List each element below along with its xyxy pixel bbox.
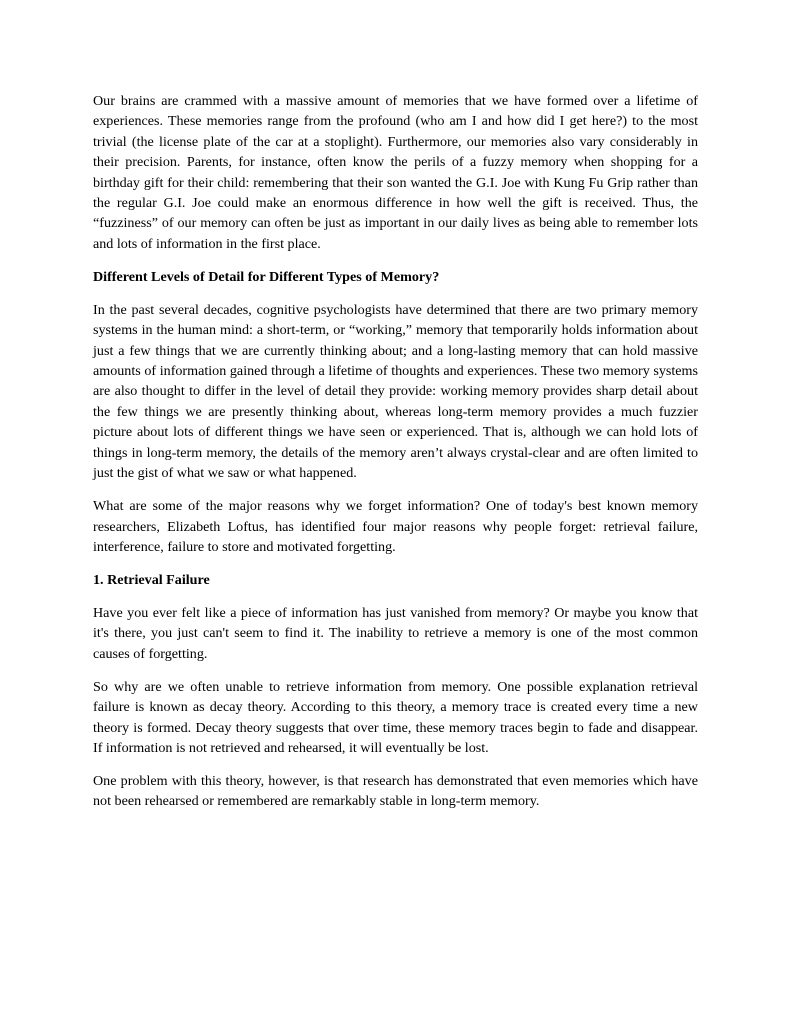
- section-heading-memory-detail: Different Levels of Detail for Different Types of Memory?: [93, 268, 440, 285]
- memory-systems-paragraph: In the past several decades, cognitive psychologists have determined that there are two primary memory systems in the human mind: a short-term, or “working,” memory that temporarily holds information about just a few things that we are currently thinking about; and a long-lasting memory that can hold massive amounts of information gained through a lifetime of thoughts and experiences. These two memory systems are also thought to differ in the level of detail they provide: working memory provides sharp detail about the few things we are presently thinking about, whereas long-term memory provides a much fuzzier picture about lots of different things we have seen or experienced. That is, although we can hold lots of things in long-term memory, the details of the memory aren’t always crystal-clear and are often limited to just the gist of what we saw or what happened.: [93, 301, 698, 482]
- section-heading-retrieval-failure: 1. Retrieval Failure: [93, 571, 210, 588]
- intro-paragraph: Our brains are crammed with a massive amount of memories that we have formed over a lifetime of experiences. These memories range from the profound (who am I and how did I get here?) to the most trivial (the license plate of the car at a stoplight). Furthermore, our memories also vary considerably in their precision. Parents, for instance, often know the perils of a fuzzy memory when shopping for a birthday gift for their child: remembering that their son wanted the G.I. Joe with Kung Fu Grip rather than the regular G.I. Joe could make an enormous difference in how well the gift is received. Thus, the “fuzziness” of our memory can often be just as important in our daily lives as being able to remember lots and lots of information in the first place.: [93, 93, 698, 252]
- forgetting-reasons-paragraph: What are some of the major reasons why we forget information? One of today's best known memory researchers, Elizabeth Loftus, has identified four major reasons why people forget: retrieval failure, interference, failure to store and motivated forgetting.: [93, 498, 698, 555]
- retrieval-failure-paragraph: Have you ever felt like a piece of information has just vanished from memory? Or maybe you know that it's there, you just can't seem to find it. The inability to retrieve a memory is one of the most common causes of forgetting.: [93, 604, 698, 662]
- document-page: [93, 91, 698, 824]
- theory-problem-paragraph: One problem with this theory, however, is that research has demonstrated that even memories which have not been rehearsed or remembered are remarkably stable in long-term memory.: [93, 772, 698, 810]
- decay-theory-paragraph: So why are we often unable to retrieve information from memory. One possible explanation retrieval failure is known as decay theory. According to this theory, a memory trace is created every time a new theory is formed. Decay theory suggests that over time, these memory traces begin to fade and disappear. If information is not retrieved and rehearsed, it will eventually be lost.: [93, 678, 698, 756]
